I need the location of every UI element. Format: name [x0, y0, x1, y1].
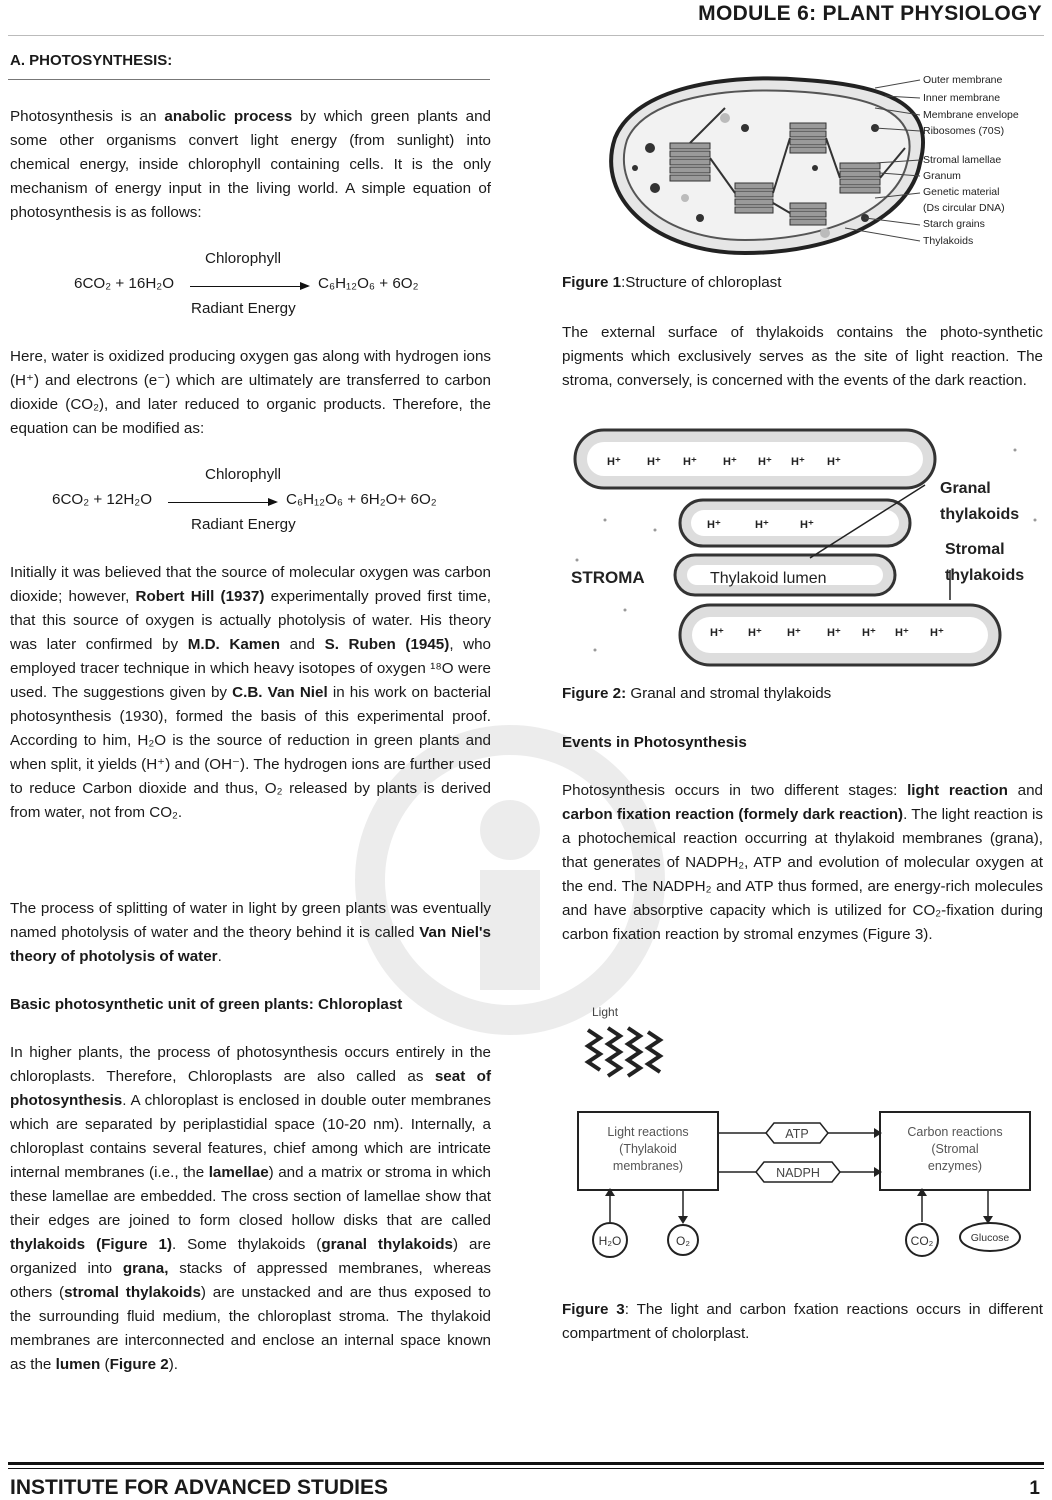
h-ion: H⁺ [791, 456, 805, 468]
page-number: 1 [1029, 1478, 1040, 1499]
co2-label: CO₂ [910, 1234, 934, 1248]
h-ion: H⁺ [647, 456, 661, 468]
label-membrane-envelope: Membrane envelope [923, 109, 1019, 121]
stroma-label: STROMA [571, 568, 645, 587]
h-ion: H⁺ [930, 627, 944, 639]
chloroplast-subheading: Basic photosynthetic unit of green plants: Chloroplast [10, 996, 403, 1013]
granal-label-1: Granal [940, 480, 991, 497]
h2o-label: H₂O [598, 1234, 622, 1248]
equation-2: Chlorophyll 6CO₂ + 12H₂O C₆H₁₂O₆ + 6H₂O+ 6O₂ Radiant Energy [52, 466, 437, 533]
left-paragraph-3: Initially it was believed that the source of molecular oxygen was carbon dioxide; however, Robert Hill (1937) experimentally proved first time, that this source of oxygen is actually photolysis of water. His theory was later confirmed by M.D. Kamen and S. Ruben (1945), who employed tracer technique in which heavy isotopes of oxygen ¹⁸O were used. The suggestions given by C.B. Van Niel in his work on bacterial photosynthesis (1930), formed the basis of this experimental proof. According to him, H₂O is the source of reduction in green plants and when split, it yields (H⁺) and (OH⁻). The hydrogen ions are further used to reduce Carbon dioxide and thus, O₂ released by plants is derived from water, not from CO₂. [10, 564, 492, 821]
module-title: MODULE 6: PLANT PHYSIOLOGY [698, 2, 1042, 25]
left-paragraph-2: Here, water is oxidized producing oxygen gas along with hydrogen ions (H⁺) and electrons (e⁻) which are ultimately are transferred to carbon dioxide (CO₂), and later reduced to organic products. Therefore, the equation can be modified as: [10, 348, 491, 437]
label-ds-circular-dna: (Ds circular DNA) [923, 202, 1005, 214]
h-ion: H⁺ [607, 456, 621, 468]
h-ion: H⁺ [800, 519, 814, 531]
section-divider [8, 79, 490, 80]
label-thylakoids: Thylakoids [923, 235, 974, 247]
thylakoid-diagram [565, 420, 1045, 678]
label-inner-membrane: Inner membrane [923, 92, 1001, 104]
h-ion: H⁺ [758, 456, 772, 468]
thylakoid-lumen-label: Thylakoid lumen [710, 570, 827, 587]
figure-1-caption: Figure 1:Structure of chloroplast [562, 274, 782, 291]
left-paragraph-5: In higher plants, the process of photosynthesis occurs entirely in the chloroplasts. Therefore, Chloroplasts are also called as seat of photosynthesis. A chloroplast is enclosed in double outer membranes which are separated by periplastidial space (10-20 nm). Internally, a chloroplast contains several features, chief among which are intricate internal membranes (i.e., the lamellae) and a matrix or stroma in which these lamellae are embedded. The cross section of lamellae show that their edges are joined to form closed hollow disks that are called thylakoids (Figure 1). Some thylakoids (granal thylakoids) are organized into grana, stacks of appressed membranes, whereas others (stromal thylakoids) are unstacked and are thus exposed to the surrounding fluid medium, the chloroplast stroma. The thylakoid membranes are interconnected and enclose an internal space known as the lumen (Figure 2). [10, 1044, 491, 1373]
h-ion: H⁺ [748, 627, 762, 639]
left-paragraph-4: The process of splitting of water in light by green plants was eventually named photolysis of water and the theory behind it is called Van Niel's theory of photolysis of water. [10, 900, 491, 965]
header-divider [8, 35, 1044, 36]
h-ion: H⁺ [710, 627, 724, 639]
left-paragraph-1: Photosynthesis is an anabolic process by which green plants and some other organisms convert light energy (from sunlight) into chemical energy, inside chlorophyll containing cells. It is the only mechanism of energy input in the living world. A simple equation of photosynthesis is as follows: [10, 108, 491, 221]
h-ion: H⁺ [707, 519, 721, 531]
granal-label-2: thylakoids [940, 506, 1020, 523]
left-box-line-1: Light reactions [607, 1125, 689, 1139]
light-rays-icon [588, 1028, 660, 1076]
right-box-line-2: (Stromal [931, 1142, 979, 1156]
h-ion: H⁺ [827, 456, 841, 468]
h-ion: H⁺ [895, 627, 909, 639]
h-ion: H⁺ [755, 519, 769, 531]
chloroplast-diagram [575, 68, 1045, 263]
footer-divider-thick [8, 1462, 1044, 1465]
figure-3-caption: Figure 3: The light and carbon fxation reactions occurs in different compartment of cholorplast. [562, 1301, 1043, 1342]
stromal-label-2: thylakoids [945, 567, 1025, 584]
right-paragraph-1: The external surface of thylakoids contains the photo-synthetic pigments which exclusively serves as the site of light reaction. The stroma, conversely, is concerned with the events of the dark reaction. [562, 324, 1043, 389]
label-outer-membrane: Outer membrane [923, 74, 1003, 86]
left-box-line-2: (Thylakoid [619, 1142, 677, 1156]
section-heading: A. PHOTOSYNTHESIS: [10, 52, 173, 69]
label-ribosomes: Ribosomes (70S) [923, 125, 1005, 137]
o2-label: O₂ [676, 1234, 690, 1248]
footer-divider-thin [8, 1468, 1044, 1469]
atp-label: ATP [785, 1127, 809, 1141]
left-box-line-3: membranes) [612, 1159, 684, 1173]
figure-2-caption: Figure 2: Granal and stromal thylakoids [562, 685, 832, 702]
label-starch-grains: Starch grains [923, 218, 985, 230]
events-heading: Events in Photosynthesis [562, 734, 747, 751]
h-ion: H⁺ [827, 627, 841, 639]
glucose-label: Glucose [970, 1232, 1010, 1244]
h-ion: H⁺ [787, 627, 801, 639]
right-paragraph-2: Photosynthesis occurs in two different stages: light reaction and carbon fixation reaction (formely dark reaction). The light reaction is a photochemical reaction occurring at thylakoid membranes (grana), that generates of NADPH₂, ATP and evolution of molecular oxygen at the end. The NADPH₂ and ATP thus formed, are energy-rich molecules and have absorptive capacity which is utilized for CO₂-fixation during carbon fixation reaction by stromal enzymes (Figure 3). [562, 782, 1043, 943]
light-label: Light [592, 1005, 619, 1019]
h-ion: H⁺ [862, 627, 876, 639]
h-ion: H⁺ [683, 456, 697, 468]
light-carbon-reaction-diagram [570, 1000, 1040, 1270]
equation-1: Chlorophyll 6CO₂ + 16H₂O C₆H₁₂O₆ + 6O₂ Radiant Energy [74, 250, 419, 317]
footer-institute-name: INSTITUTE FOR ADVANCED STUDIES [10, 1476, 389, 1499]
h-ion: H⁺ [723, 456, 737, 468]
right-box-line-1: Carbon reactions [907, 1125, 1003, 1139]
right-box-line-3: enzymes) [927, 1159, 983, 1173]
label-genetic-material: Genetic material [923, 186, 1000, 198]
label-granum: Granum [923, 170, 961, 182]
nadph-label: NADPH [776, 1166, 820, 1180]
stromal-label-1: Stromal [945, 541, 1005, 558]
label-stromal-lamellae: Stromal lamellae [923, 154, 1002, 166]
